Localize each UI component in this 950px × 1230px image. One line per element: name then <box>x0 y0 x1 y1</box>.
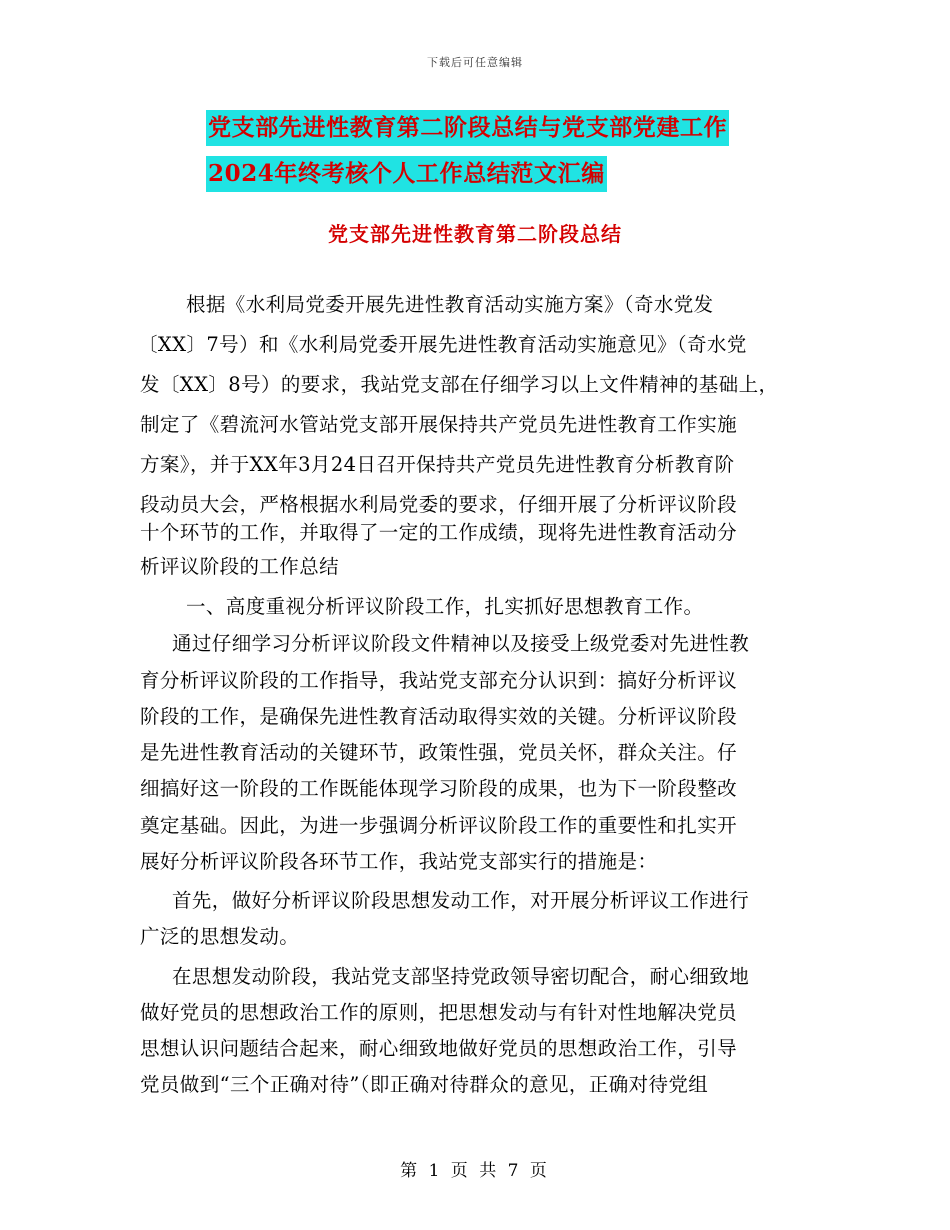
body-line: 首先，做好分析评议阶段思想发动工作，对开展分析评议工作进行 <box>172 889 750 912</box>
body-line: 育分析评议阶段的工作指导，我站党支部充分认识到：搞好分析评议 <box>140 669 738 692</box>
body-line: 细搞好这一阶段的工作既能体现学习阶段的成果，也为下一阶段整改 <box>140 777 738 800</box>
body-line: 方案》，并于XX年3月24日召开保持共产党员先进性教育分析教育阶 <box>140 453 735 476</box>
body-line: 是先进性教育活动的关键环节，政策性强，党员关怀，群众关注。仔 <box>140 741 738 764</box>
body-line: 根据《水利局党委开展先进性教育活动实施方案》（奇水党发 <box>186 293 714 316</box>
body-line: 广泛的思想发动。 <box>140 925 300 948</box>
document-title-line-1: 党支部先进性教育第二阶段总结与党支部党建工作 <box>206 110 729 146</box>
body-line: 做好党员的思想政治工作的原则，把思想发动与有针对性地解决党员 <box>140 1001 738 1024</box>
header-note: 下载后可任意编辑 <box>427 56 523 69</box>
body-line: 十个环节的工作，并取得了一定的工作成绩，现将先进性教育活动分 <box>140 521 738 544</box>
body-line: 展好分析评议阶段各环节工作，我站党支部实行的措施是： <box>140 850 658 873</box>
body-line: 在思想发动阶段，我站党支部坚持党政领导密切配合，耐心细致地 <box>172 965 750 988</box>
section-title: 党支部先进性教育第二阶段总结 <box>328 222 622 246</box>
body-line: 思想认识问题结合起来，耐心细致地做好党员的思想政治工作，引导 <box>140 1037 738 1060</box>
body-line: 阶段的工作，是确保先进性教育活动取得实效的关键。分析评议阶段 <box>140 705 738 728</box>
body-line: 制定了《碧流河水管站党支部开展保持共产党员先进性教育工作实施 <box>140 413 738 436</box>
page-footer: 第 1 页 共 7 页 <box>400 1161 550 1181</box>
body-line: 通过仔细学习分析评议阶段文件精神以及接受上级党委对先进性教 <box>172 632 750 655</box>
document-title-line-2: 2024年终考核个人工作总结范文汇编 <box>206 156 607 192</box>
body-line: 析评议阶段的工作总结 <box>140 555 340 578</box>
body-line: 发〔XX〕8号）的要求，我站党支部在仔细学习以上文件精神的基础上， <box>140 373 779 396</box>
body-line: 党员做到“三个正确对待”（即正确对待群众的意见，正确对待党组 <box>140 1073 709 1096</box>
body-line: 〔XX〕7号）和《水利局党委开展先进性教育活动实施意见》（奇水党 <box>138 333 747 356</box>
body-line: 段动员大会，严格根据水利局党委的要求，仔细开展了分析评议阶段 <box>140 493 738 516</box>
body-line: 奠定基础。因此，为进一步强调分析评议阶段工作的重要性和扎实开 <box>140 814 738 837</box>
body-line: 一、高度重视分析评议阶段工作，扎实抓好思想教育工作。 <box>186 595 704 618</box>
